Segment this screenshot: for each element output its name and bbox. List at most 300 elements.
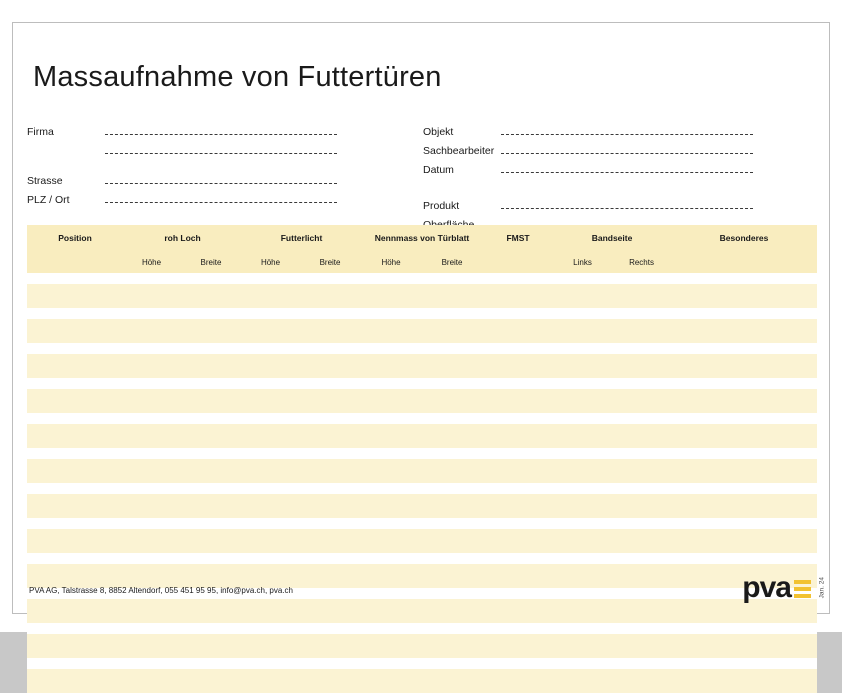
cell (671, 378, 817, 389)
form-section-left (27, 119, 337, 206)
table-cell-fmst[interactable] (483, 354, 553, 378)
form-field-strasse[interactable] (27, 168, 337, 187)
revision-code: Jan. 24 (818, 577, 825, 599)
cell (180, 273, 242, 284)
cell (612, 553, 671, 564)
table-group-header-bandseite: Bandseite (553, 225, 671, 251)
cell (361, 413, 421, 424)
table-cell-position[interactable] (27, 319, 123, 343)
table-cell-nennmass-breite[interactable] (421, 424, 483, 448)
form-sheet (12, 22, 830, 614)
table-cell-futterlicht-hoehe[interactable] (242, 459, 299, 483)
cell (123, 378, 180, 389)
table-cell-nennmass-hoehe[interactable] (361, 354, 421, 378)
table-row-spacer (27, 658, 817, 669)
cell (553, 588, 612, 599)
table-cell-fmst[interactable] (483, 564, 553, 588)
table-row[interactable] (27, 284, 817, 308)
cell (483, 413, 553, 424)
table-cell-futterlicht-hoehe[interactable] (242, 634, 299, 658)
table-cell-nennmass-breite[interactable] (421, 354, 483, 378)
table-cell-fmst[interactable] (483, 494, 553, 518)
table-cell-rohloch-hoehe[interactable] (123, 529, 180, 553)
table-cell-futterlicht-breite[interactable] (299, 494, 361, 518)
cell (299, 413, 361, 424)
table-header (27, 225, 817, 273)
table-sub-header-0 (27, 251, 123, 273)
table-group-header-besonderes: Besonderes (671, 225, 817, 251)
table-cell-futterlicht-breite[interactable] (299, 389, 361, 413)
table-cell-nennmass-hoehe[interactable] (361, 459, 421, 483)
form-input-sachbearbeiter[interactable] (501, 143, 753, 154)
form-field-datum[interactable] (423, 157, 753, 176)
cell (553, 448, 612, 459)
cell (27, 553, 123, 564)
cell (361, 378, 421, 389)
table-cell-nennmass-hoehe[interactable] (361, 599, 421, 623)
cell (421, 588, 483, 599)
table-cell-nennmass-hoehe[interactable] (361, 424, 421, 448)
table-cell-rohloch-breite[interactable] (180, 529, 242, 553)
cell (27, 623, 123, 634)
table-cell-rohloch-breite[interactable] (180, 634, 242, 658)
table-cell-nennmass-breite[interactable] (421, 459, 483, 483)
table-cell-bandseite-links[interactable] (553, 564, 612, 588)
table-cell-bandseite-links[interactable] (553, 529, 612, 553)
table-cell-nennmass-breite[interactable] (421, 599, 483, 623)
table-row[interactable] (27, 529, 817, 553)
form-input-strasse[interactable] (105, 173, 337, 184)
cell (361, 448, 421, 459)
cell (361, 483, 421, 494)
table-cell-bandseite-rechts[interactable] (612, 319, 671, 343)
table-cell-fmst[interactable] (483, 284, 553, 308)
table-cell-futterlicht-breite[interactable] (299, 284, 361, 308)
cell (180, 658, 242, 669)
cell (421, 623, 483, 634)
table-cell-nennmass-hoehe[interactable] (361, 529, 421, 553)
cell (483, 343, 553, 354)
table-cell-bandseite-rechts[interactable] (612, 564, 671, 588)
cell (27, 308, 123, 319)
table-cell-position[interactable] (27, 669, 123, 693)
form-field-objekt[interactable] (423, 119, 753, 138)
table-cell-futterlicht-breite[interactable] (299, 424, 361, 448)
table-cell-position[interactable] (27, 599, 123, 623)
cell (242, 273, 299, 284)
table-sub-header-10 (671, 251, 817, 273)
cell (242, 343, 299, 354)
cell (27, 273, 123, 284)
table-cell-rohloch-breite[interactable] (180, 354, 242, 378)
table-cell-futterlicht-hoehe[interactable] (242, 319, 299, 343)
table-cell-fmst[interactable] (483, 599, 553, 623)
cell (27, 483, 123, 494)
table-cell-besonderes[interactable] (671, 529, 817, 553)
form-label-datum: Datum (423, 164, 454, 176)
cell (27, 658, 123, 669)
table-cell-besonderes[interactable] (671, 634, 817, 658)
table-cell-rohloch-hoehe[interactable] (123, 389, 180, 413)
table-row[interactable] (27, 494, 817, 518)
table-cell-bandseite-links[interactable] (553, 389, 612, 413)
table-cell-futterlicht-breite[interactable] (299, 354, 361, 378)
table-row-spacer (27, 308, 817, 319)
cell (123, 273, 180, 284)
table-cell-bandseite-links[interactable] (553, 494, 612, 518)
cell (180, 483, 242, 494)
cell (553, 343, 612, 354)
table-cell-besonderes[interactable] (671, 459, 817, 483)
cell (242, 658, 299, 669)
cell (180, 343, 242, 354)
table-cell-bandseite-rechts[interactable] (612, 529, 671, 553)
cell (299, 518, 361, 529)
cell (671, 658, 817, 669)
cell (483, 588, 553, 599)
table-cell-fmst[interactable] (483, 669, 553, 693)
form-label-produkt: Produkt (423, 200, 460, 212)
cell (671, 343, 817, 354)
table-cell-bandseite-rechts[interactable] (612, 284, 671, 308)
cell (612, 413, 671, 424)
table-cell-nennmass-breite[interactable] (421, 634, 483, 658)
table-row[interactable] (27, 389, 817, 413)
cell (553, 273, 612, 284)
cell (553, 658, 612, 669)
table-cell-rohloch-breite[interactable] (180, 494, 242, 518)
cell (671, 448, 817, 459)
table-cell-rohloch-hoehe[interactable] (123, 669, 180, 693)
table-cell-bandseite-rechts[interactable] (612, 389, 671, 413)
table-cell-bandseite-links[interactable] (553, 319, 612, 343)
table-cell-futterlicht-hoehe[interactable] (242, 389, 299, 413)
cell (421, 413, 483, 424)
table-cell-position[interactable] (27, 424, 123, 448)
table-cell-fmst[interactable] (483, 529, 553, 553)
cell (483, 553, 553, 564)
table-row[interactable] (27, 424, 817, 448)
table-row-spacer (27, 378, 817, 389)
cell (671, 413, 817, 424)
cell (483, 658, 553, 669)
form-label-sachbearbeiter: Sachbearbeiter (423, 145, 495, 157)
cell (180, 553, 242, 564)
table-row[interactable] (27, 669, 817, 693)
cell (123, 623, 180, 634)
table-cell-nennmass-hoehe[interactable] (361, 494, 421, 518)
table-cell-futterlicht-breite[interactable] (299, 634, 361, 658)
cell (242, 378, 299, 389)
cell (299, 378, 361, 389)
table-cell-rohloch-hoehe[interactable] (123, 599, 180, 623)
cell (361, 623, 421, 634)
table-cell-bandseite-links[interactable] (553, 354, 612, 378)
table-cell-fmst[interactable] (483, 389, 553, 413)
cell (242, 483, 299, 494)
cell (421, 518, 483, 529)
cell (553, 518, 612, 529)
table-cell-futterlicht-breite[interactable] (299, 459, 361, 483)
form-field-plz-ort[interactable] (27, 187, 337, 206)
table-row-spacer (27, 518, 817, 529)
cell (553, 308, 612, 319)
cell (612, 658, 671, 669)
table-cell-position[interactable] (27, 634, 123, 658)
cell (612, 518, 671, 529)
table-cell-besonderes[interactable] (671, 284, 817, 308)
table-row[interactable] (27, 354, 817, 378)
cell (180, 448, 242, 459)
table-cell-position[interactable] (27, 494, 123, 518)
table-cell-position[interactable] (27, 284, 123, 308)
table-row[interactable] (27, 564, 817, 588)
cell (123, 658, 180, 669)
cell (361, 518, 421, 529)
table-cell-nennmass-hoehe[interactable] (361, 669, 421, 693)
table-cell-bandseite-rechts[interactable] (612, 634, 671, 658)
cell (361, 588, 421, 599)
table-cell-rohloch-hoehe[interactable] (123, 319, 180, 343)
table-group-header-roh-loch: roh Loch (123, 225, 242, 251)
cell (299, 483, 361, 494)
table-cell-futterlicht-hoehe[interactable] (242, 669, 299, 693)
table-cell-futterlicht-hoehe[interactable] (242, 494, 299, 518)
table-row-spacer (27, 483, 817, 494)
form-label-firma: Firma (27, 126, 54, 138)
cell (242, 623, 299, 634)
table-cell-futterlicht-hoehe[interactable] (242, 564, 299, 588)
table-cell-rohloch-breite[interactable] (180, 319, 242, 343)
table-row[interactable] (27, 634, 817, 658)
form-input-firma[interactable] (105, 124, 337, 135)
table-cell-rohloch-hoehe[interactable] (123, 424, 180, 448)
table-cell-rohloch-breite[interactable] (180, 564, 242, 588)
table-cell-position[interactable] (27, 529, 123, 553)
cell (299, 343, 361, 354)
cell (242, 553, 299, 564)
table-cell-rohloch-hoehe[interactable] (123, 354, 180, 378)
cell (483, 308, 553, 319)
table-cell-fmst[interactable] (483, 459, 553, 483)
table-cell-futterlicht-hoehe[interactable] (242, 354, 299, 378)
table-cell-futterlicht-hoehe[interactable] (242, 529, 299, 553)
table-cell-bandseite-rechts[interactable] (612, 354, 671, 378)
table-cell-besonderes[interactable] (671, 424, 817, 448)
table-group-header-fmst: FMST (483, 225, 553, 251)
cell (299, 553, 361, 564)
cell (671, 483, 817, 494)
table-row[interactable] (27, 599, 817, 623)
cell (553, 413, 612, 424)
table-cell-bandseite-links[interactable] (553, 599, 612, 623)
form-input-firma-2[interactable] (105, 143, 337, 154)
form-input-produkt[interactable] (501, 198, 753, 209)
cell (123, 308, 180, 319)
cell (483, 518, 553, 529)
form-field-firma[interactable] (27, 119, 337, 138)
cell (421, 343, 483, 354)
table-cell-futterlicht-breite[interactable] (299, 564, 361, 588)
table-cell-position[interactable] (27, 389, 123, 413)
table-cell-fmst[interactable] (483, 634, 553, 658)
table-cell-bandseite-rechts[interactable] (612, 599, 671, 623)
cell (242, 413, 299, 424)
table-row-spacer (27, 273, 817, 284)
table-group-header-futterlicht: Futterlicht (242, 225, 361, 251)
table-row-spacer (27, 448, 817, 459)
cell (421, 308, 483, 319)
table-cell-bandseite-rechts[interactable] (612, 494, 671, 518)
table-cell-nennmass-hoehe[interactable] (361, 389, 421, 413)
cell (421, 378, 483, 389)
cell (612, 448, 671, 459)
table-row-spacer (27, 343, 817, 354)
form-label-strasse: Strasse (27, 175, 63, 187)
cell (553, 483, 612, 494)
cell (612, 343, 671, 354)
table-cell-nennmass-breite[interactable] (421, 494, 483, 518)
cell (180, 308, 242, 319)
cell (612, 483, 671, 494)
form-section-right (423, 119, 753, 231)
measurement-table (27, 225, 817, 693)
spacer (27, 157, 337, 168)
table-cell-bandseite-links[interactable] (553, 634, 612, 658)
table-row[interactable] (27, 459, 817, 483)
logo-wordmark: pva (742, 571, 791, 604)
cell (483, 378, 553, 389)
table-cell-futterlicht-breite[interactable] (299, 599, 361, 623)
cell (242, 448, 299, 459)
cell (123, 413, 180, 424)
form-input-objekt[interactable] (501, 124, 753, 135)
cell (299, 308, 361, 319)
table-cell-rohloch-breite[interactable] (180, 284, 242, 308)
cell (483, 273, 553, 284)
table-cell-position[interactable] (27, 459, 123, 483)
cell (361, 658, 421, 669)
table-cell-nennmass-breite[interactable] (421, 529, 483, 553)
form-input-datum[interactable] (501, 162, 753, 173)
footer-contact-text: PVA AG, Talstrasse 8, 8852 Altendorf, 055 451 95 95, info@pva.ch, pva.ch (29, 586, 293, 595)
table-cell-besonderes[interactable] (671, 354, 817, 378)
cell (242, 308, 299, 319)
page-title: Massaufnahme von Futtertüren (33, 61, 442, 93)
cell (123, 483, 180, 494)
table-cell-nennmass-breite[interactable] (421, 284, 483, 308)
table-cell-besonderes[interactable] (671, 389, 817, 413)
logo-bars-icon (794, 580, 811, 601)
cell (361, 553, 421, 564)
cell (123, 553, 180, 564)
table-cell-bandseite-links[interactable] (553, 459, 612, 483)
table-cell-bandseite-links[interactable] (553, 284, 612, 308)
pva-logo (742, 571, 811, 604)
table-cell-rohloch-hoehe[interactable] (123, 564, 180, 588)
table-cell-besonderes[interactable] (671, 669, 817, 693)
table-cell-futterlicht-hoehe[interactable] (242, 424, 299, 448)
table-cell-besonderes[interactable] (671, 494, 817, 518)
table-cell-futterlicht-hoehe[interactable] (242, 599, 299, 623)
table-cell-besonderes[interactable] (671, 319, 817, 343)
cell (612, 378, 671, 389)
table-sub-header-3: Höhe (242, 251, 299, 273)
table-cell-nennmass-hoehe[interactable] (361, 634, 421, 658)
cell (180, 378, 242, 389)
table-cell-bandseite-rechts[interactable] (612, 669, 671, 693)
spacer (423, 176, 753, 193)
table-row-spacer (27, 623, 817, 634)
cell (671, 623, 817, 634)
table-cell-rohloch-hoehe[interactable] (123, 634, 180, 658)
table-cell-nennmass-breite[interactable] (421, 319, 483, 343)
cell (27, 448, 123, 459)
cell (242, 518, 299, 529)
table-cell-nennmass-hoehe[interactable] (361, 319, 421, 343)
table-cell-rohloch-breite[interactable] (180, 599, 242, 623)
cell (553, 378, 612, 389)
table-cell-rohloch-breite[interactable] (180, 424, 242, 448)
table-cell-fmst[interactable] (483, 319, 553, 343)
table-cell-rohloch-hoehe[interactable] (123, 494, 180, 518)
cell (483, 623, 553, 634)
cell (553, 623, 612, 634)
table-row[interactable] (27, 319, 817, 343)
table-body (27, 273, 817, 693)
table-cell-nennmass-hoehe[interactable] (361, 284, 421, 308)
cell (553, 553, 612, 564)
cell (123, 448, 180, 459)
table-cell-bandseite-rechts[interactable] (612, 459, 671, 483)
form-input-plz-ort[interactable] (105, 192, 337, 203)
table-cell-rohloch-hoehe[interactable] (123, 459, 180, 483)
table-cell-nennmass-breite[interactable] (421, 564, 483, 588)
form-field-produkt[interactable] (423, 193, 753, 212)
table-cell-futterlicht-hoehe[interactable] (242, 284, 299, 308)
table-sub-header-7 (483, 251, 553, 273)
table-group-header-row (27, 225, 817, 251)
form-field-firma-second-line[interactable] (27, 138, 337, 157)
cell (299, 658, 361, 669)
table-cell-futterlicht-breite[interactable] (299, 319, 361, 343)
table-cell-futterlicht-breite[interactable] (299, 529, 361, 553)
cell (299, 623, 361, 634)
table-cell-bandseite-links[interactable] (553, 669, 612, 693)
table-cell-nennmass-breite[interactable] (421, 669, 483, 693)
table-cell-rohloch-breite[interactable] (180, 669, 242, 693)
table-cell-nennmass-breite[interactable] (421, 389, 483, 413)
table-cell-rohloch-hoehe[interactable] (123, 284, 180, 308)
table-cell-position[interactable] (27, 354, 123, 378)
cell (361, 308, 421, 319)
cell (421, 553, 483, 564)
table-cell-nennmass-hoehe[interactable] (361, 564, 421, 588)
form-field-sachbearbeiter[interactable] (423, 138, 753, 157)
table-cell-fmst[interactable] (483, 424, 553, 448)
table-cell-bandseite-rechts[interactable] (612, 424, 671, 448)
table-cell-bandseite-links[interactable] (553, 424, 612, 448)
table-cell-futterlicht-breite[interactable] (299, 669, 361, 693)
cell (27, 343, 123, 354)
table-sub-header-5: Höhe (361, 251, 421, 273)
table-cell-rohloch-breite[interactable] (180, 389, 242, 413)
cell (671, 518, 817, 529)
table-cell-position[interactable] (27, 564, 123, 588)
form-label-objekt: Objekt (423, 126, 454, 138)
table-cell-rohloch-breite[interactable] (180, 459, 242, 483)
cell (361, 343, 421, 354)
